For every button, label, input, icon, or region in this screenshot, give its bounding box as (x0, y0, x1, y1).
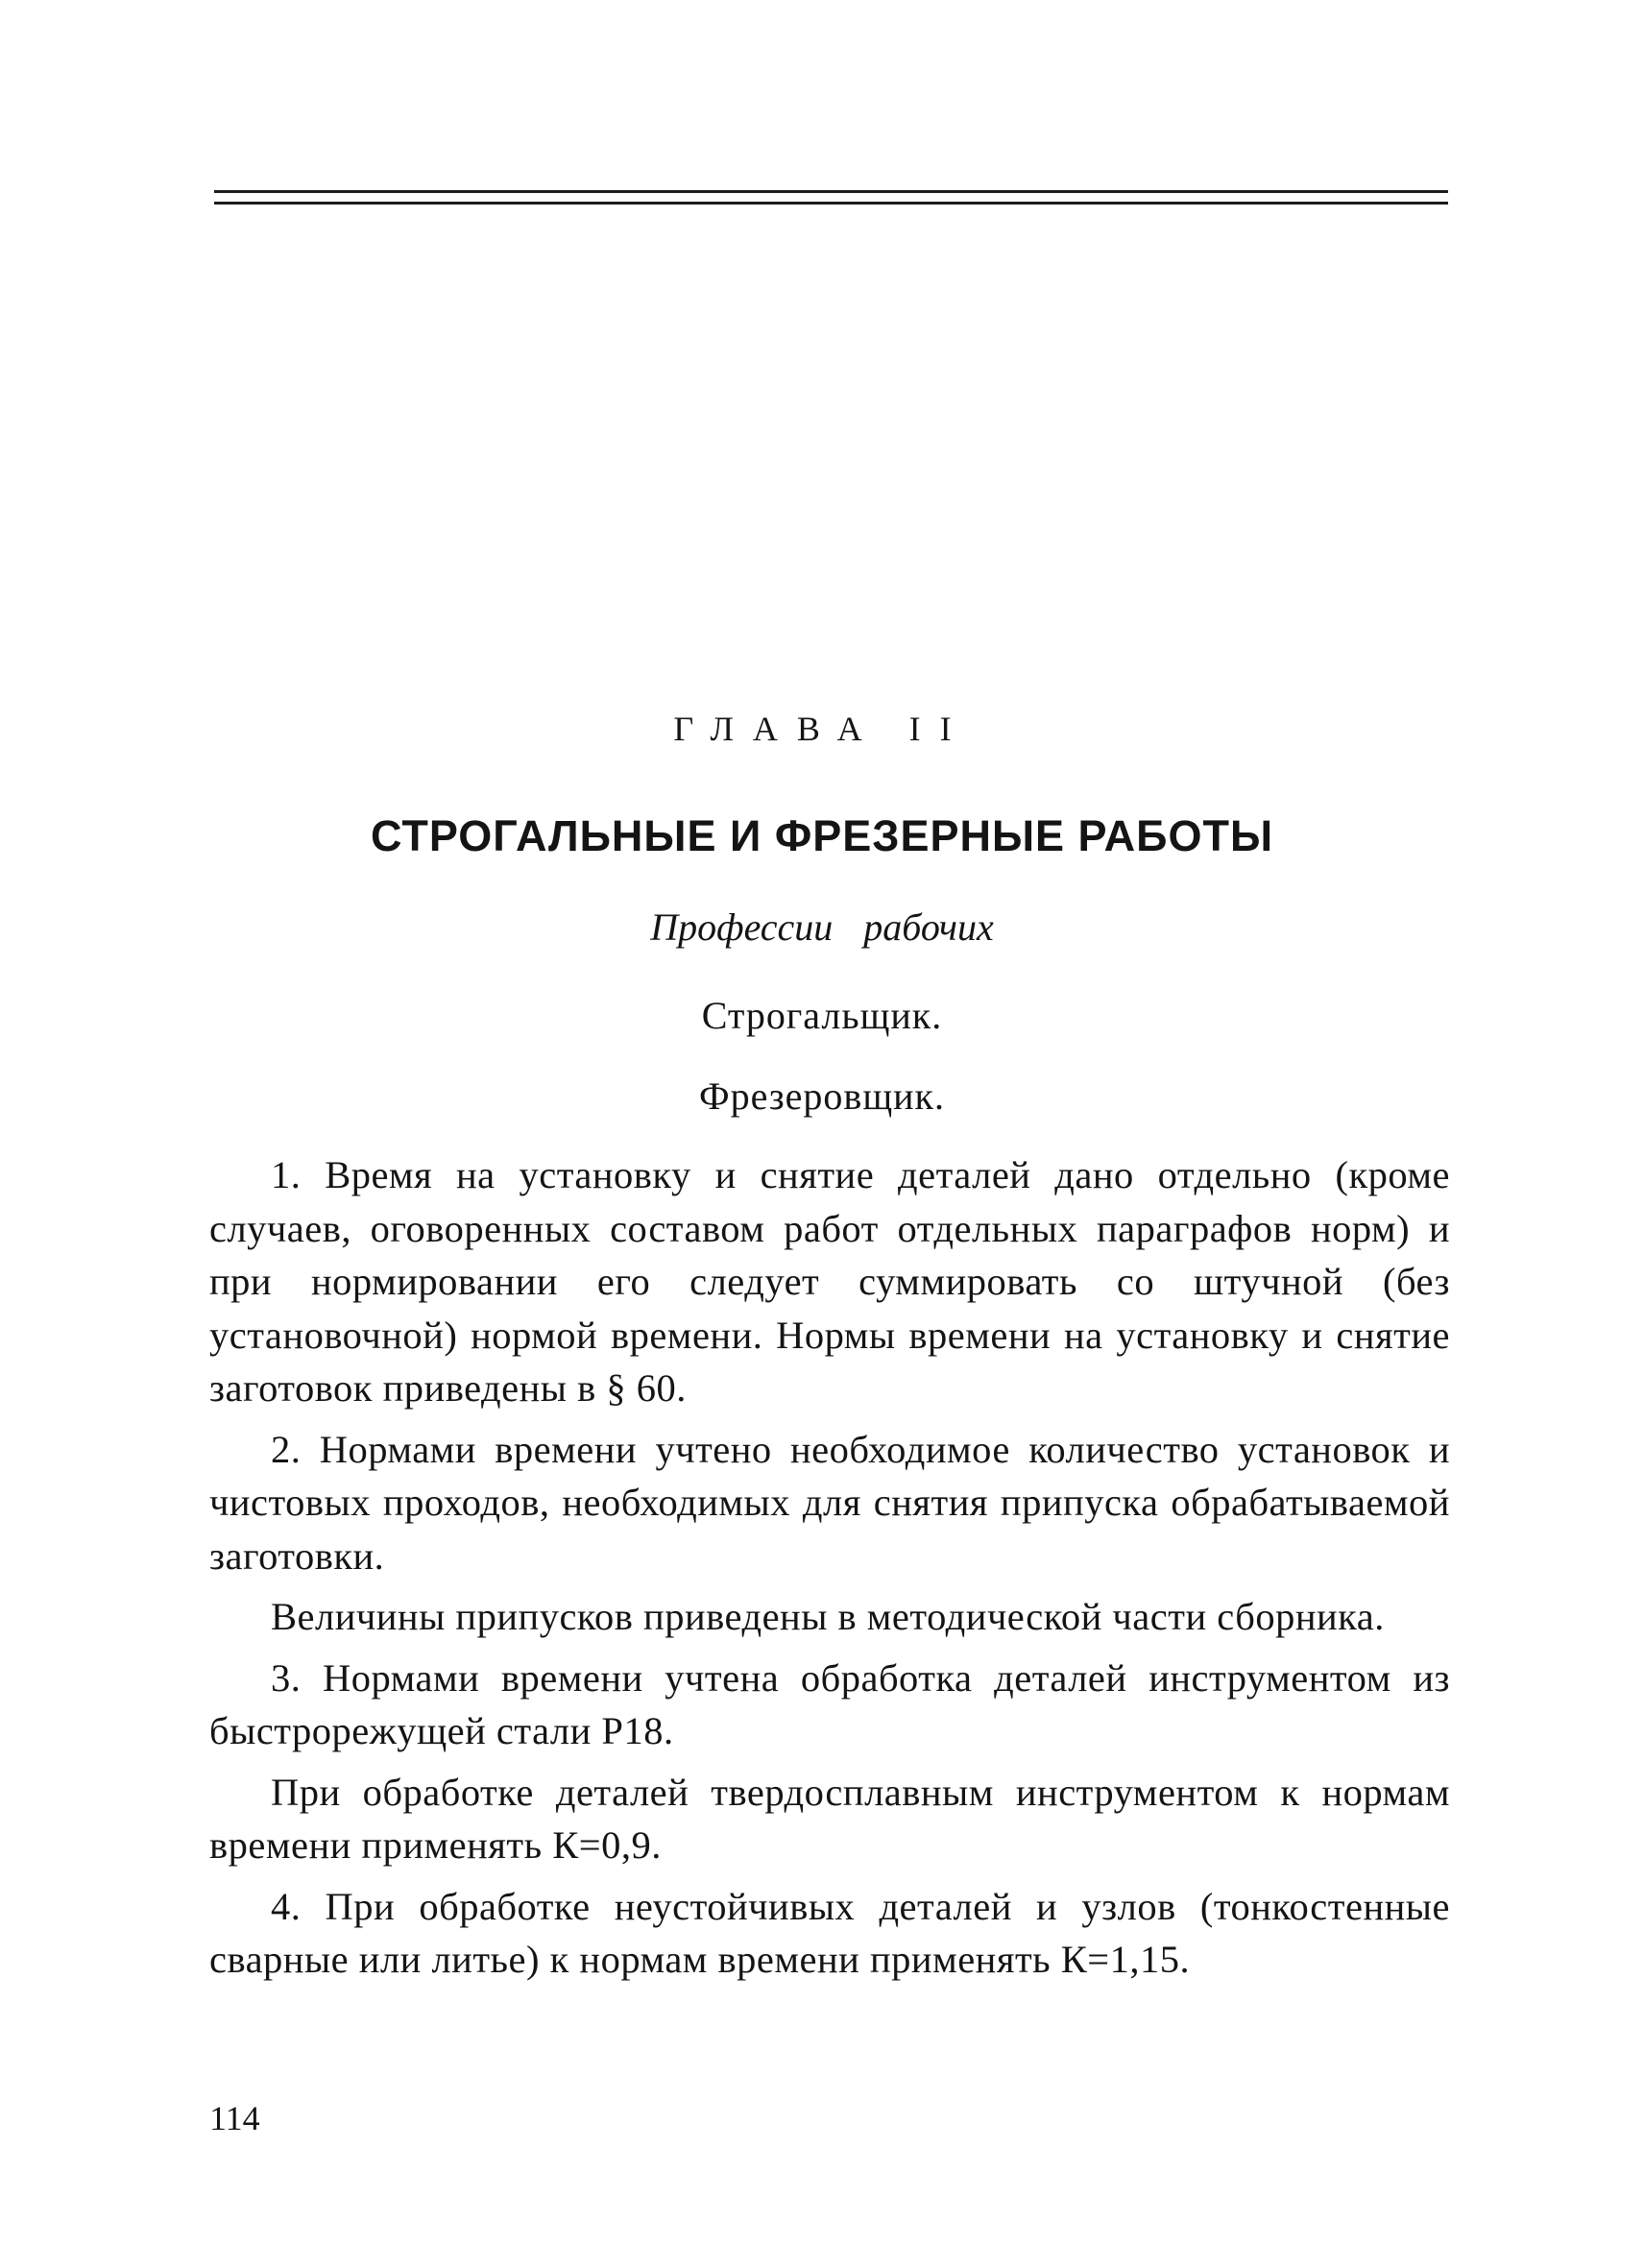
paragraph-6: 4. При обработке неустойчивых деталей и узлов (тонкостенные сварные или литье) к нормам времени применять К=1,15. (209, 1884, 1450, 1981)
header-rule (214, 190, 1448, 207)
header-rule-line-bottom (214, 202, 1448, 205)
paragraph-4: 3. Нормами времени учтена обработка деталей инструментом из быстрорежущей стали Р18. (209, 1655, 1450, 1752)
profession-item: Строгальщик. (701, 994, 943, 1037)
body-text (209, 1148, 1450, 1987)
chapter-label: ГЛАВА II (673, 710, 971, 748)
paragraph-1: 1. Время на установку и снятие деталей дано отдельно (кроме случаев, оговоренных составом работ отдельных параграфов норм) и при нормировании его следует суммировать со штучной (без установочной) нормой времени. Нормы времени на установку и снятие заготовок приведены в § 60. (209, 1153, 1450, 1410)
page-number: 114 (209, 2099, 260, 2137)
chapter-subtitle: Профессии рабочих (650, 905, 994, 949)
chapter-title: СТРОГАЛЬНЫЕ И ФРЕЗЕРНЫЕ РАБОТЫ (370, 811, 1274, 860)
paragraph-2: 2. Нормами времени учтено необходимое количество установок и чистовых проходов, необходимых для снятия припуска обрабатываемой заготовки. (209, 1427, 1450, 1578)
header-rule-line-top (214, 190, 1448, 193)
paragraph-3: Величины припусков приведены в методической части сборника. (271, 1595, 1385, 1638)
profession-item: Фрезеровщик. (699, 1074, 945, 1118)
paragraph-5: При обработке деталей твердосплавным инструментом к нормам времени применять К=0,9. (209, 1770, 1450, 1867)
